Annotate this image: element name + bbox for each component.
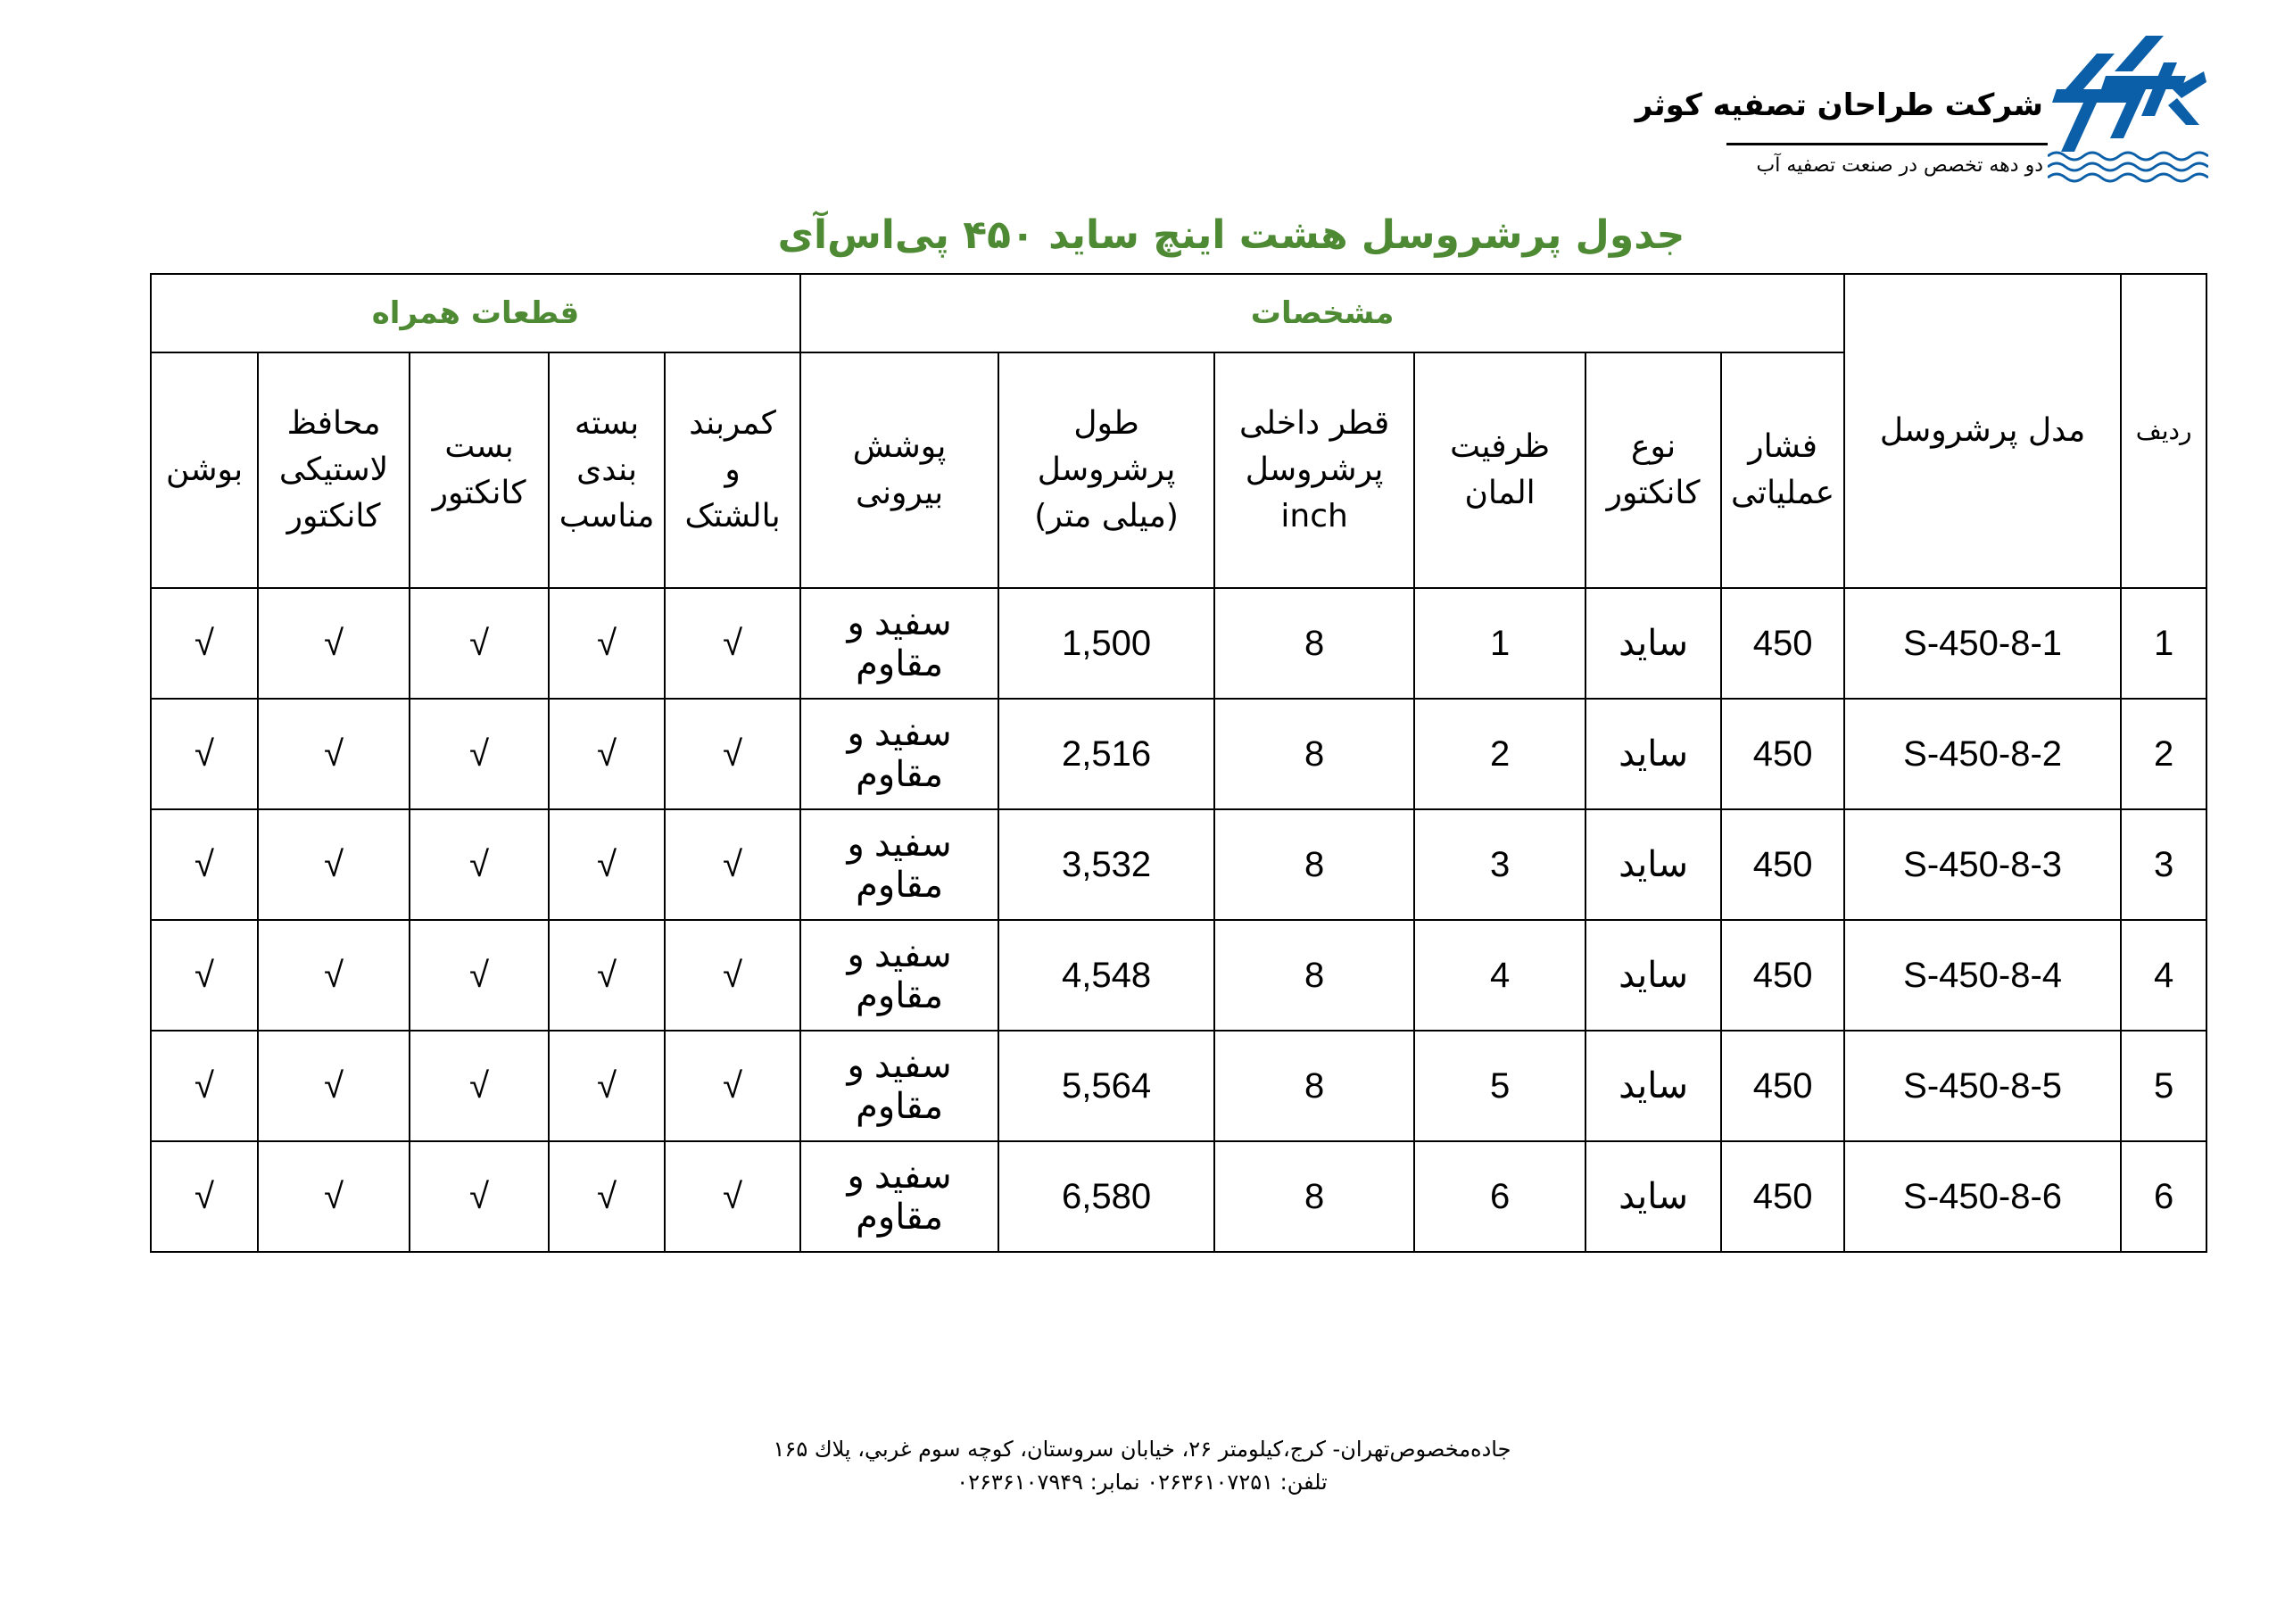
cell-packing-check: √	[549, 809, 665, 920]
cell-length: 3,532	[998, 809, 1214, 920]
cell-element-capacity: 6	[1414, 1141, 1585, 1252]
cell-clamp-check: √	[665, 699, 800, 809]
cell-connector-type: ساید	[1585, 1141, 1721, 1252]
cell-packing-check: √	[549, 920, 665, 1031]
cell-inner-diameter: 8	[1214, 1141, 1414, 1252]
cell-element-capacity: 5	[1414, 1031, 1585, 1141]
column-header-connector-rubber: محافظ لاستیکی کانکتور	[258, 352, 410, 588]
cell-connector-rubber-check: √	[258, 920, 410, 1031]
cell-outer-cover: سفید و مقاوم	[800, 699, 998, 809]
cell-connector-clamp-check: √	[410, 699, 549, 809]
cell-row-number: 4	[2121, 920, 2206, 1031]
cell-length: 6,580	[998, 1141, 1214, 1252]
column-header-element-capacity: ظرفیت المان	[1414, 352, 1585, 588]
cell-length: 4,548	[998, 920, 1214, 1031]
company-logo-icon	[2048, 36, 2208, 183]
column-header-length: طول پرشروسل (میلی متر)	[998, 352, 1214, 588]
cell-outer-cover: سفید و مقاوم	[800, 1031, 998, 1141]
cell-row-number: 3	[2121, 809, 2206, 920]
cell-clamp-check: √	[665, 588, 800, 699]
cell-clamp-check: √	[665, 1141, 800, 1252]
cell-clamp-check: √	[665, 920, 800, 1031]
cell-connector-rubber-check: √	[258, 809, 410, 920]
table-row	[151, 920, 2206, 1031]
cell-bushing-check: √	[151, 588, 258, 699]
cell-inner-diameter: 8	[1214, 1031, 1414, 1141]
cell-pressure: 450	[1721, 588, 1844, 699]
cell-element-capacity: 4	[1414, 920, 1585, 1031]
cell-row-number: 6	[2121, 1141, 2206, 1252]
column-header-clamp: کمربند و بالشتک	[665, 352, 800, 588]
cell-pressure: 450	[1721, 1141, 1844, 1252]
cell-model: 450-8-5-S	[1844, 1031, 2121, 1141]
table-row	[151, 1031, 2206, 1141]
cell-length: 2,516	[998, 699, 1214, 809]
cell-connector-clamp-check: √	[410, 588, 549, 699]
cell-pressure: 450	[1721, 809, 1844, 920]
cell-connector-clamp-check: √	[410, 809, 549, 920]
cell-bushing-check: √	[151, 1031, 258, 1141]
cell-model: 450-8-2-S	[1844, 699, 2121, 809]
column-header-connector-clamp: بست کانکتور	[410, 352, 549, 588]
column-header-pressure: فشار عملیاتی	[1721, 352, 1844, 588]
footer-phone: تلفن: ۰۲۶۳۶۱۰۷۲۵۱ نمابر: ۰۲۶۳۶۱۰۷۹۴۹	[956, 1470, 1328, 1495]
cell-model: 450-8-4-S	[1844, 920, 2121, 1031]
cell-bushing-check: √	[151, 699, 258, 809]
header-divider	[1726, 143, 2048, 145]
cell-row-number: 5	[2121, 1031, 2206, 1141]
cell-length: 1,500	[998, 588, 1214, 699]
cell-row-number: 1	[2121, 588, 2206, 699]
cell-inner-diameter: 8	[1214, 588, 1414, 699]
cell-packing-check: √	[549, 1141, 665, 1252]
cell-pressure: 450	[1721, 699, 1844, 809]
cell-clamp-check: √	[665, 1031, 800, 1141]
cell-pressure: 450	[1721, 1031, 1844, 1141]
table-row	[151, 699, 2206, 809]
group-header-specs: مشخصات	[800, 274, 1844, 352]
company-header	[1635, 36, 2208, 192]
column-header-outer-cover: پوشش بیرونی	[800, 352, 998, 588]
cell-inner-diameter: 8	[1214, 920, 1414, 1031]
cell-connector-type: ساید	[1585, 588, 1721, 699]
column-header-bushing: بوشن	[151, 352, 258, 588]
cell-inner-diameter: 8	[1214, 809, 1414, 920]
cell-bushing-check: √	[151, 1141, 258, 1252]
footer-address: جاده‌مخصوص‌تهران- کرج،کیلومتر ۲۶، خیابان سروستان، کوچه سوم غربي، پلاك ۱۶۵	[773, 1437, 1511, 1462]
cell-element-capacity: 3	[1414, 809, 1585, 920]
cell-connector-type: ساید	[1585, 920, 1721, 1031]
cell-outer-cover: سفید و مقاوم	[800, 809, 998, 920]
cell-connector-clamp-check: √	[410, 1141, 549, 1252]
column-header-packing: بسته بندی مناسب	[549, 352, 665, 588]
cell-bushing-check: √	[151, 920, 258, 1031]
table-row	[151, 588, 2206, 699]
cell-packing-check: √	[549, 1031, 665, 1141]
cell-bushing-check: √	[151, 809, 258, 920]
pressure-vessel-spec-table	[150, 273, 2207, 1253]
group-header-accessories: قطعات همراه	[151, 274, 800, 352]
table-row	[151, 1141, 2206, 1252]
page-title: جدول پرشروسل هشت اینچ ساید ۴۵۰ پی‌اس‌آی	[777, 212, 1685, 258]
cell-pressure: 450	[1721, 920, 1844, 1031]
cell-connector-rubber-check: √	[258, 699, 410, 809]
column-header-model: مدل پرشروسل	[1844, 274, 2121, 588]
cell-outer-cover: سفید و مقاوم	[800, 920, 998, 1031]
column-header-row-number: ردیف	[2121, 274, 2206, 588]
cell-row-number: 2	[2121, 699, 2206, 809]
cell-connector-type: ساید	[1585, 1031, 1721, 1141]
cell-clamp-check: √	[665, 809, 800, 920]
cell-element-capacity: 1	[1414, 588, 1585, 699]
table-group-header-row	[151, 274, 2206, 352]
cell-connector-type: ساید	[1585, 809, 1721, 920]
cell-connector-rubber-check: √	[258, 1141, 410, 1252]
table-row	[151, 809, 2206, 920]
cell-connector-rubber-check: √	[258, 588, 410, 699]
cell-inner-diameter: 8	[1214, 699, 1414, 809]
cell-model: 450-8-6-S	[1844, 1141, 2121, 1252]
cell-model: 450-8-1-S	[1844, 588, 2121, 699]
cell-outer-cover: سفید و مقاوم	[800, 1141, 998, 1252]
cell-outer-cover: سفید و مقاوم	[800, 588, 998, 699]
column-header-connector-type: نوع کانکتور	[1585, 352, 1721, 588]
company-name: شرکت طراحان تصفیه کوثر	[1635, 87, 2043, 123]
cell-connector-rubber-check: √	[258, 1031, 410, 1141]
cell-packing-check: √	[549, 588, 665, 699]
cell-element-capacity: 2	[1414, 699, 1585, 809]
company-slogan: دو دهه تخصص در صنعت تصفیه آب	[1756, 154, 2043, 177]
cell-connector-type: ساید	[1585, 699, 1721, 809]
cell-packing-check: √	[549, 699, 665, 809]
cell-connector-clamp-check: √	[410, 1031, 549, 1141]
cell-connector-clamp-check: √	[410, 920, 549, 1031]
cell-length: 5,564	[998, 1031, 1214, 1141]
cell-model: 450-8-3-S	[1844, 809, 2121, 920]
column-header-inner-diameter: قطر داخلی پرشروسل inch	[1214, 352, 1414, 588]
